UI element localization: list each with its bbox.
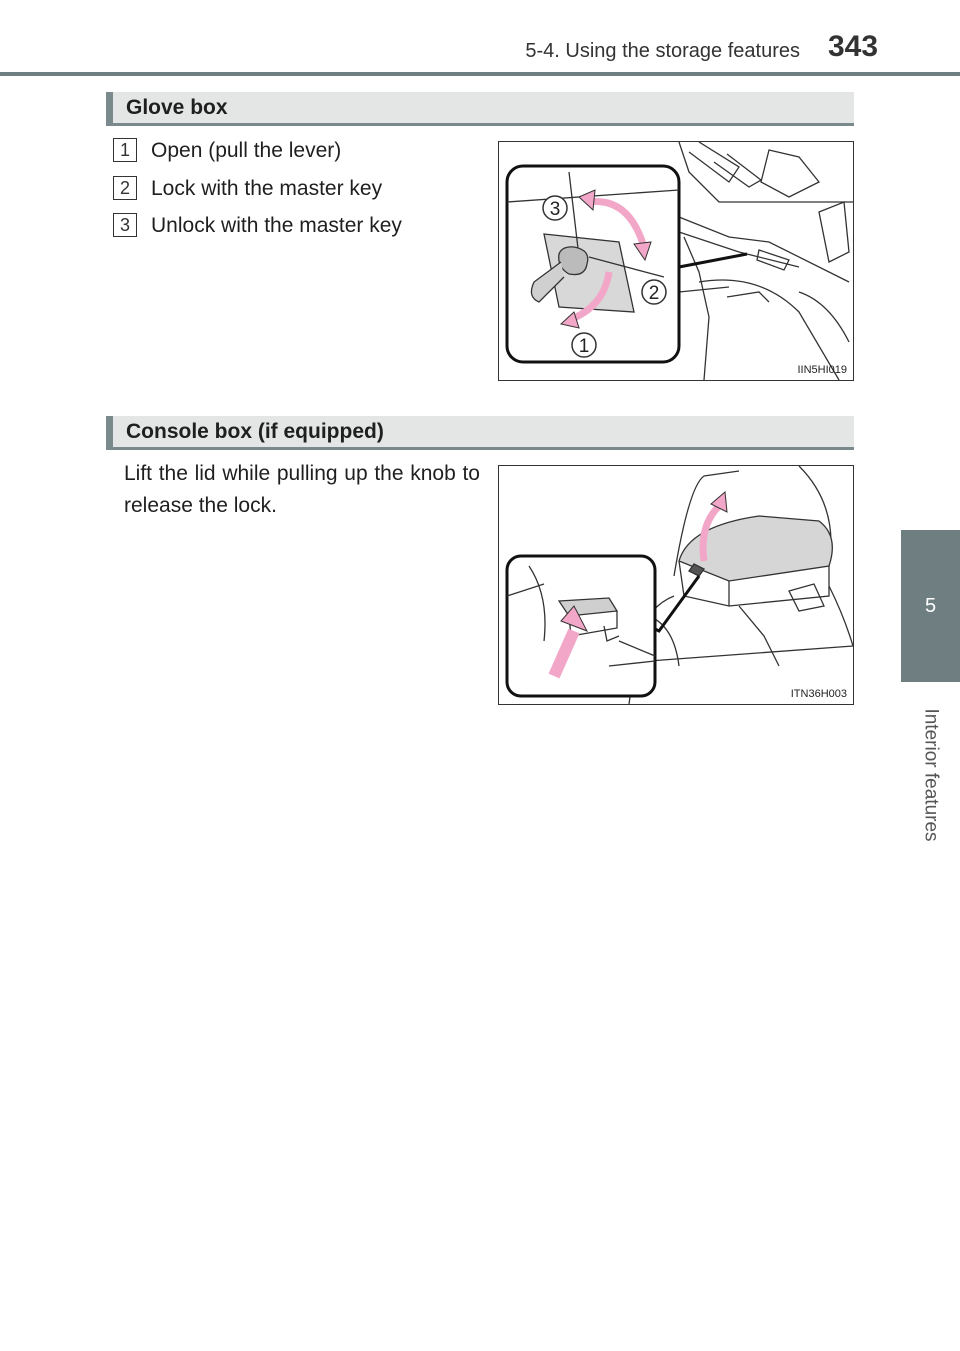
glove-box-illustration [499,142,853,380]
item-text-unlock: Unlock with the master key [151,214,402,237]
item-number-3: 3 [113,213,137,237]
chapter-title [901,700,960,850]
figure-code-glove-box: IIN5HI019 [797,364,847,376]
figure-code-console-box: ITN36H003 [790,688,847,700]
console-box-figure [498,465,854,705]
glove-box-figure [498,141,854,381]
console-box-instruction: Lift the lid while pulling up the knob to release the lock. [124,462,480,517]
console-box-heading [106,416,854,450]
glove-box-heading [106,92,854,126]
callout-1: 1 [578,336,590,357]
console-box-heading-text: Console box (if equipped) [126,419,384,443]
callout-3: 3 [549,199,561,220]
chapter-number: 5 [924,594,937,617]
header-rule [0,72,960,76]
chapter-tab [901,530,960,682]
page-number: 343 [827,30,879,63]
section-title: 5-4. Using the storage features [525,40,800,62]
item-number-2: 2 [113,176,137,200]
item-text-lock: Lock with the master key [151,177,383,200]
chapter-title-text: Interior features [920,708,942,842]
glove-box-heading-text: Glove box [126,95,228,119]
console-box-illustration [499,466,853,704]
item-text-open: Open (pull the lever) [151,139,342,162]
item-number-1: 1 [113,138,137,162]
callout-2: 2 [648,283,660,304]
